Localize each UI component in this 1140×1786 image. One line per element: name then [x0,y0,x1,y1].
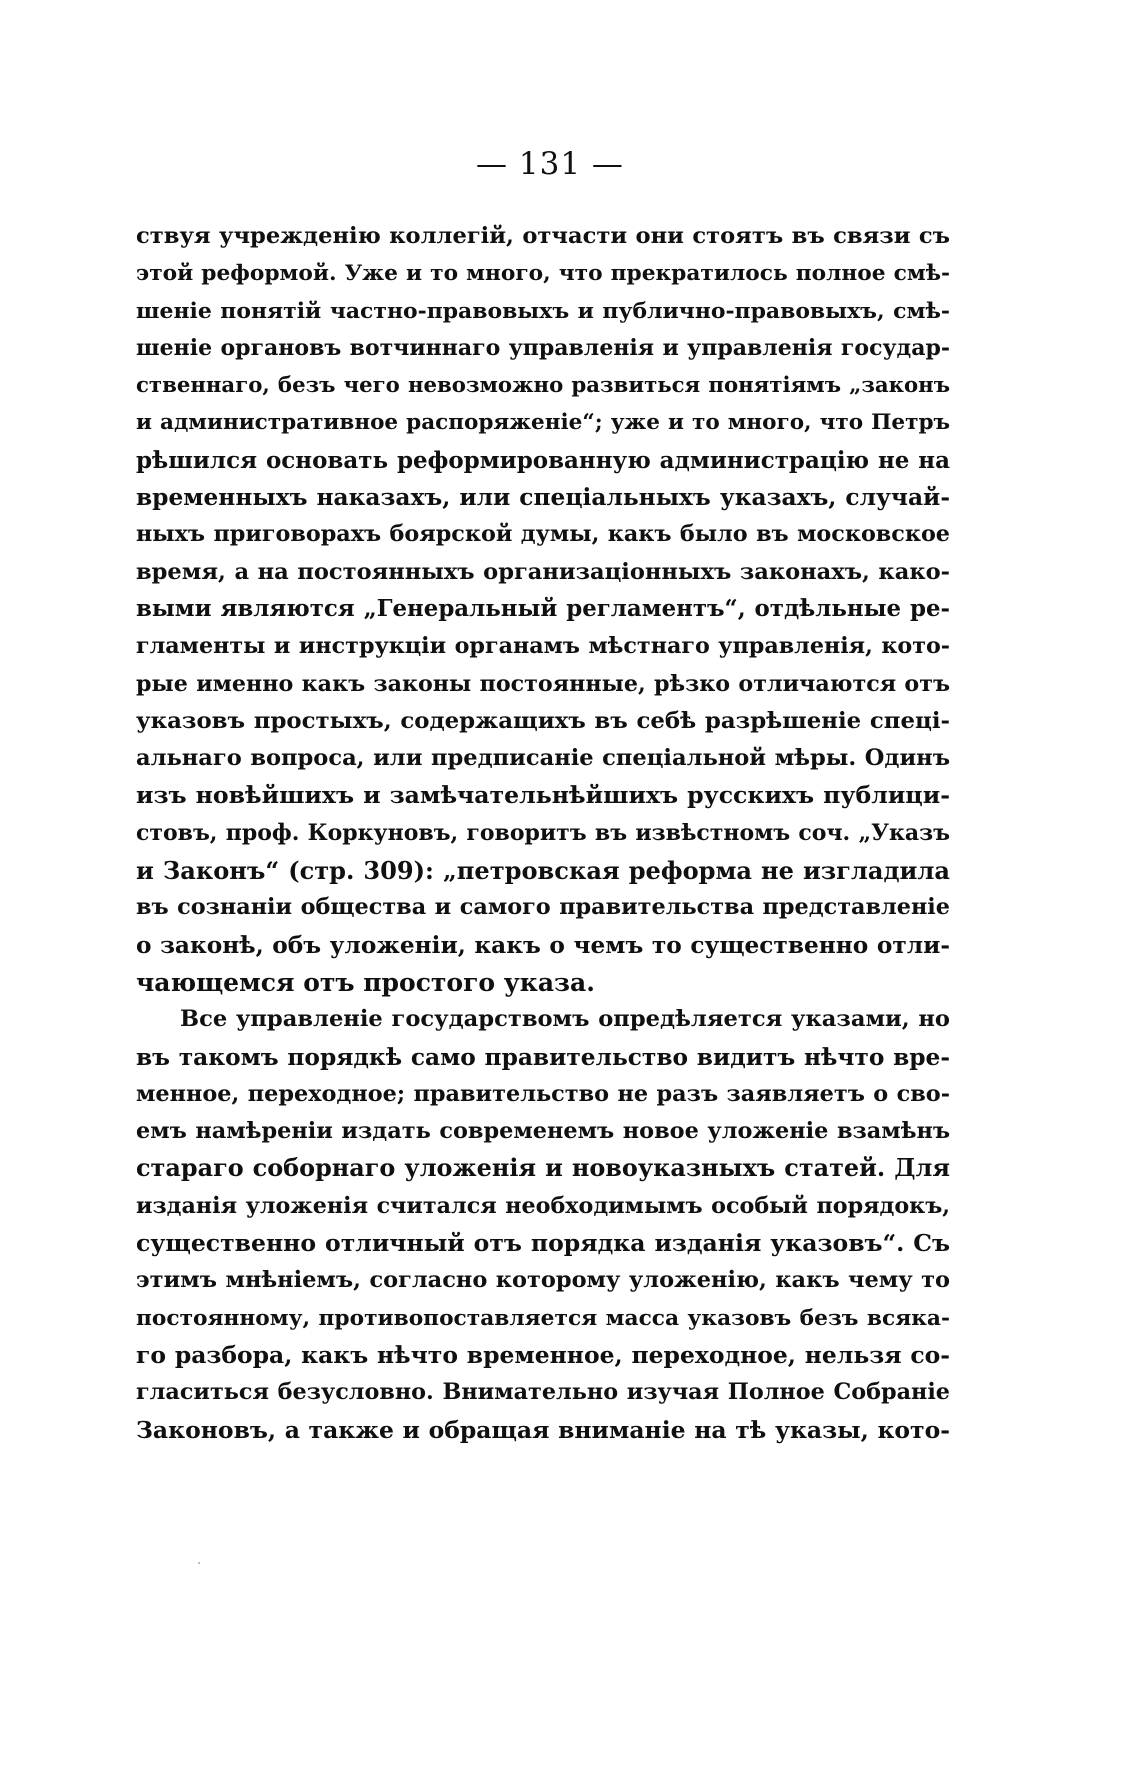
body-text [136,218,950,1449]
text-line: изданія уложенія считался необходимымъ особый порядокъ, [136,1192,950,1219]
text-line: постоянному, противопоставляется масса указовъ безъ всяка- [136,1305,950,1331]
paragraph-2 [136,1001,950,1449]
text-line: Законовъ, а также и обращая вниманіе на тѣ указы, кото- [136,1415,950,1444]
text-line: альнаго вопроса, или предписаніе спеціальной мѣры. Одинъ [136,745,950,772]
text-line: время, а на постоянныхъ организаціонныхъ законахъ, како- [136,558,950,585]
print-speck [198,1562,200,1564]
text-line: и Законъ“ (стр. 309): „петровская реформа не изгладила [136,856,950,886]
text-line: гламенты и инструкціи органамъ мѣстнаго управленія, кото- [136,633,950,660]
page-number: — 131 — [476,146,624,182]
text-line: го разбора, какъ нѣчто временное, переходное, нельзя со- [136,1340,950,1369]
text-line: ствуя учрежденію коллегій, отчасти они стоятъ въ связи съ [136,223,950,249]
text-line: гласиться безусловно. Внимательно изучая Полное Собраніе [136,1379,950,1406]
text-line: рѣшился основать реформированную администрацію не на [136,446,950,474]
text-line: въ сознаніи общества и самого правительства представленіе [136,894,950,921]
text-line: емъ намѣреніи издать современемъ новое уложеніе взамѣнъ [136,1118,950,1145]
text-line: выми являются „Генеральный регламентъ“, отдѣльные ре- [136,595,950,622]
text-line: шеніе органовъ вотчиннаго управленія и управленія государ- [136,334,950,361]
paragraph-1 [136,218,950,1001]
text-line: чающемся отъ простого указа. [136,967,595,997]
text-line: рые именно какъ законы постоянные, рѣзко отличаются отъ [136,670,950,697]
text-line: ныхъ приговорахъ боярской думы, какъ было въ московское [136,521,950,548]
text-line: ственнаго, безъ чего невозможно развиться понятіямъ „законъ [136,373,950,399]
text-line: этимъ мнѣніемъ, согласно которому уложенію, какъ чему то [136,1267,950,1294]
text-line: Все управленіе государствомъ опредѣляется указами, но [180,1006,950,1033]
text-line: о законѣ, объ уложеніи, какъ о чемъ то существенно отли- [136,931,950,959]
text-line: въ такомъ порядкѣ само правительство видитъ нѣчто вре- [136,1043,950,1071]
text-line: существенно отличный отъ порядка изданія указовъ“. Съ [136,1229,950,1258]
text-line: и административное распоряженіе“; уже и то много, что Петръ [136,410,950,436]
text-line: временныхъ наказахъ, или спеціальныхъ указахъ, случай- [136,484,950,512]
text-line: менное, переходное; правительство не разъ заявляетъ о сво- [136,1080,950,1107]
text-line: стараго соборнаго уложенія и новоуказныхъ статей. Для [136,1154,950,1183]
text-line: стовъ, проф. Коркуновъ, говоритъ въ извѣстномъ соч. „Указъ [136,819,950,846]
text-line: шеніе понятій частно-правовыхъ и публично-правовыхъ, смѣ- [136,297,950,324]
text-line: изъ новѣйшихъ и замѣчательнѣйшихъ русскихъ публици- [136,781,950,810]
text-line: этой реформой. Уже и то много, что прекратилось полное смѣ- [136,261,950,287]
text-line: указовъ простыхъ, содержащихъ въ себѣ разрѣшеніе спеці- [136,707,950,734]
